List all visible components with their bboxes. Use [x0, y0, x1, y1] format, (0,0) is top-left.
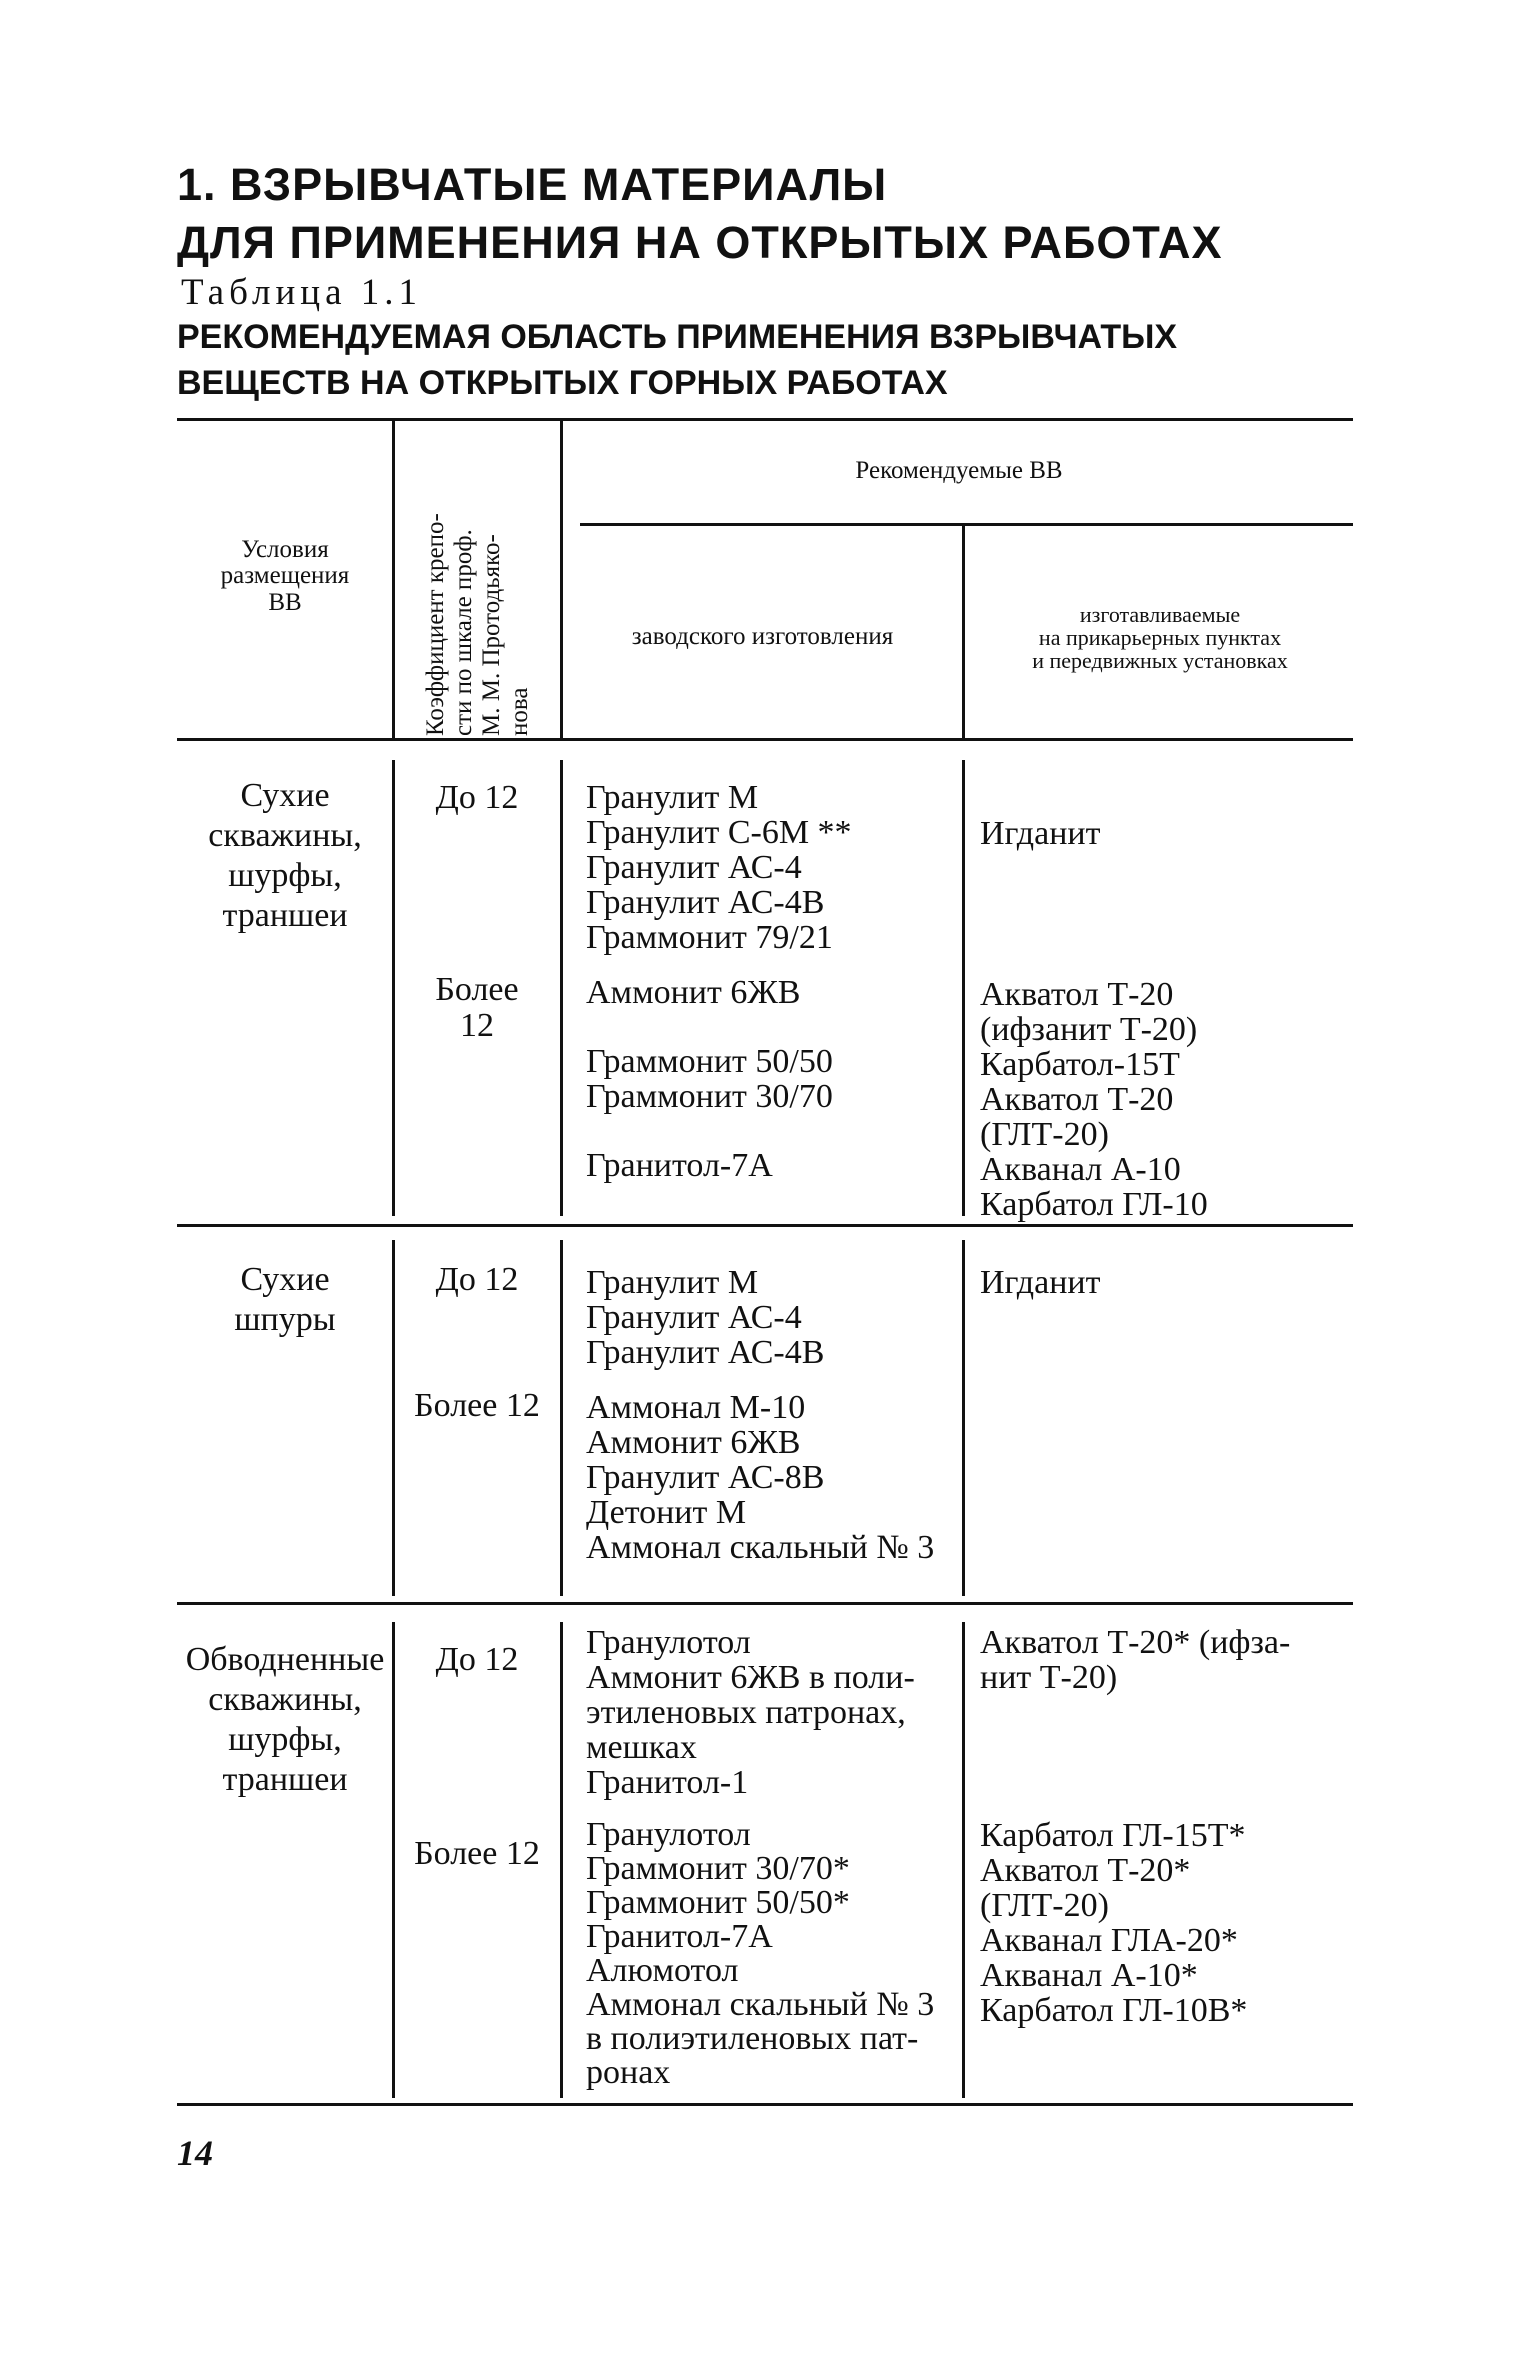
list-item: Гранулит АС-4В	[586, 1334, 825, 1371]
row3-group2-coefficient: Более 12	[414, 1835, 540, 1872]
list-item: Гранулотол	[586, 1624, 751, 1661]
header-factory: заводского изготовления	[631, 623, 894, 650]
list-item: Игданит	[980, 1264, 1101, 1301]
row3-group1-onsite-list	[980, 1625, 1290, 1695]
row-divider-2	[177, 1602, 1353, 1605]
table-title-line-2: ВЕЩЕСТВ НА ОТКРЫТЫХ ГОРНЫХ РАБОТАХ	[177, 364, 948, 402]
row3-group2-onsite-list	[980, 1818, 1247, 2028]
row2-group1-factory-list	[586, 1265, 824, 1370]
list-item: Акванал А-10	[980, 1151, 1181, 1188]
list-item: Гранитол-7А	[586, 1918, 773, 1955]
list-item: Аммонит 6ЖВ в поли-	[586, 1659, 915, 1696]
list-item: Карбатол ГЛ-10	[980, 1186, 1208, 1223]
list-item: Гранулит М	[586, 779, 759, 816]
table-number: Таблица 1.1	[181, 272, 422, 313]
list-item: Акватол Т-20*	[980, 1852, 1191, 1889]
list-item: Гранитол-1	[586, 1764, 749, 1801]
row1-condition: Сухие скважины, шурфы, траншеи	[208, 777, 362, 934]
list-item: Гранитол-7А	[586, 1147, 773, 1184]
list-item: этиленовых патронах,	[586, 1694, 906, 1731]
list-item: Гранулит М	[586, 1264, 759, 1301]
list-item: Акванал А-10*	[980, 1957, 1198, 1994]
list-item: Граммонит 30/70*	[586, 1850, 850, 1887]
row1-group2-onsite-list	[980, 977, 1208, 1222]
header-conditions: Условия размещения ВВ	[220, 536, 350, 616]
list-item: Гранулотол	[586, 1816, 751, 1853]
col-divider-1	[392, 420, 395, 740]
list-item: Акватол Т-20	[980, 976, 1174, 1013]
row1-group2-factory-list-b	[586, 1044, 833, 1114]
list-item: Детонит М	[586, 1494, 747, 1531]
list-item: (ГЛТ-20)	[980, 1887, 1109, 1924]
list-item: (ифзанит Т-20)	[980, 1011, 1198, 1048]
list-item: Аммонит 6ЖВ	[586, 1424, 801, 1461]
row1-col-divider-1	[392, 760, 395, 1216]
section-heading-line-2: ДЛЯ ПРИМЕНЕНИЯ НА ОТКРЫТЫХ РАБОТАХ	[177, 217, 1223, 268]
list-item: ронах	[586, 2054, 671, 2091]
row3-col-divider-3	[962, 1622, 965, 2098]
section-heading-line-1: 1. ВЗРЫВЧАТЫЕ МАТЕРИАЛЫ	[177, 159, 888, 210]
row1-group1-factory-list	[586, 780, 852, 955]
row1-group1-coefficient: До 12	[435, 779, 519, 816]
list-item: Аммонал скальный № 3	[586, 1986, 935, 2023]
row2-col-divider-3	[962, 1240, 965, 1596]
row1-group1-onsite-list	[980, 816, 1100, 851]
row1-group2-coefficient: Более 12	[435, 971, 519, 1044]
list-item: Гранулит АС-4	[586, 849, 802, 886]
row1-group2-factory-list-a	[586, 975, 800, 1010]
bottom-rule	[177, 2103, 1353, 2106]
row3-col-divider-2	[560, 1622, 563, 2098]
header-recommended: Рекомендуемые ВВ	[855, 457, 1063, 484]
list-item: в полиэтиленовых пат-	[586, 2020, 919, 2057]
page-number: 14	[177, 2133, 213, 2173]
col-divider-2	[560, 420, 563, 740]
row2-group2-coefficient: Более 12	[414, 1387, 540, 1424]
header-onsite: изготавливаемые на прикарьерных пунктах и передвижных установках	[1032, 602, 1288, 673]
list-item: Акванал ГЛА-20*	[980, 1922, 1238, 1959]
list-item: Гранулит АС-8В	[586, 1459, 825, 1496]
row1-col-divider-3	[962, 760, 965, 1216]
list-item: Аммонит 6ЖВ	[586, 974, 801, 1011]
list-item: Аммонал скальный № 3	[586, 1529, 935, 1566]
list-item: Алюмотол	[586, 1952, 739, 1989]
row2-col-divider-1	[392, 1240, 395, 1596]
list-item: Граммонит 79/21	[586, 919, 833, 956]
list-item: Граммонит 50/50	[586, 1043, 833, 1080]
row2-condition: Сухие шпуры	[234, 1261, 336, 1338]
list-item: Карбатол-15Т	[980, 1046, 1180, 1083]
list-item: Граммонит 50/50*	[586, 1884, 850, 1921]
list-item: нит Т-20)	[980, 1659, 1118, 1696]
list-item: Акватол Т-20* (ифза-	[980, 1624, 1291, 1661]
row-divider-1	[177, 1224, 1353, 1227]
row2-group2-factory-list	[586, 1390, 934, 1565]
list-item: Карбатол ГЛ-15Т*	[980, 1817, 1246, 1854]
header-coefficient: Коэффициент крепо- сти по шкале проф. М. М. Протодьяко- нова	[422, 513, 533, 736]
subheader-rule	[580, 523, 1353, 526]
list-item: Гранулит С-6М **	[586, 814, 852, 851]
list-item: Гранулит АС-4В	[586, 884, 825, 921]
row3-group1-coefficient: До 12	[435, 1641, 519, 1678]
row1-group2-factory-list-c	[586, 1148, 773, 1183]
list-item: Акватол Т-20	[980, 1081, 1174, 1118]
list-item: Аммонал М-10	[586, 1389, 806, 1426]
header-bottom-rule	[177, 738, 1353, 741]
row3-group1-factory-list	[586, 1625, 915, 1800]
list-item: Игданит	[980, 815, 1101, 852]
row1-col-divider-2	[560, 760, 563, 1216]
list-item: (ГЛТ-20)	[980, 1116, 1109, 1153]
row2-group1-onsite-list	[980, 1265, 1100, 1300]
row2-group1-coefficient: До 12	[435, 1261, 519, 1298]
row3-condition: Обводненные скважины, шурфы, траншеи	[185, 1641, 385, 1798]
list-item: Граммонит 30/70	[586, 1078, 833, 1115]
list-item: Карбатол ГЛ-10В*	[980, 1992, 1248, 2029]
row2-col-divider-2	[560, 1240, 563, 1596]
top-rule	[177, 418, 1353, 421]
row3-group2-factory-list	[586, 1818, 934, 2090]
list-item: Гранулит АС-4	[586, 1299, 802, 1336]
list-item: мешках	[586, 1729, 697, 1766]
col-divider-3	[962, 525, 965, 740]
table-title-line-1: РЕКОМЕНДУЕМАЯ ОБЛАСТЬ ПРИМЕНЕНИЯ ВЗРЫВЧАТЫХ	[177, 318, 1178, 356]
